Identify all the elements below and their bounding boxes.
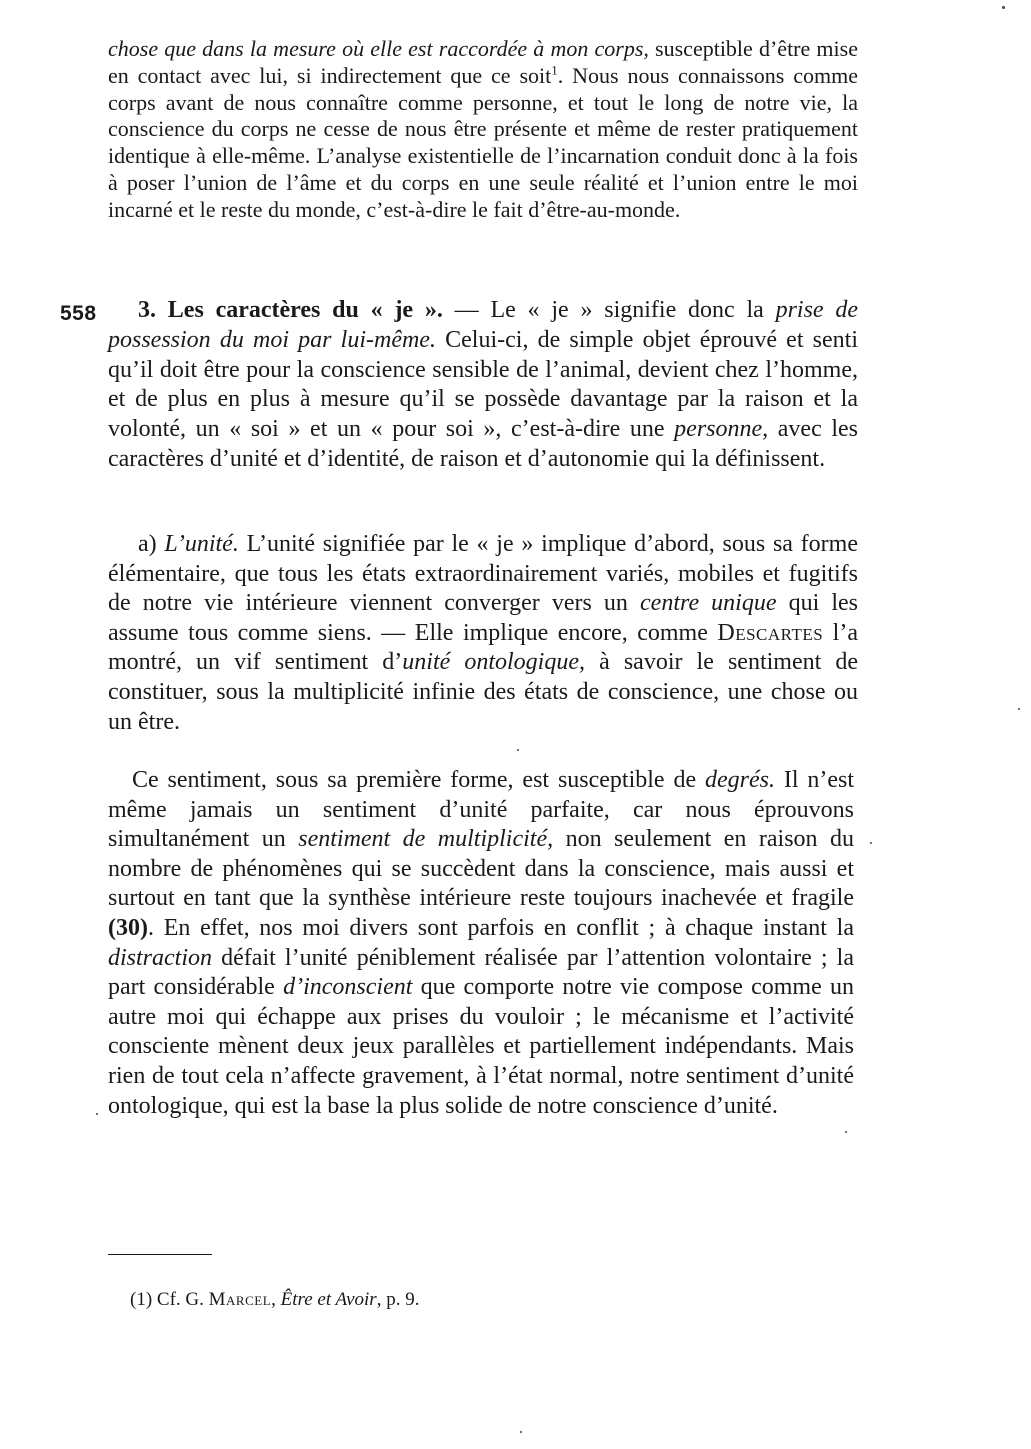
body-text: . En effet, nos moi divers sont parfois en conflit ; à chaque instant la bbox=[147, 914, 854, 941]
scan-speck bbox=[1002, 6, 1005, 9]
footnote-work-title: Être et Avoir bbox=[280, 1289, 377, 1310]
footnote-divider bbox=[108, 1254, 212, 1255]
section-number: 558 bbox=[60, 302, 97, 325]
footnote-text: Cf. G. bbox=[152, 1289, 209, 1310]
scan-speck bbox=[96, 1113, 98, 1115]
scan-speck bbox=[1018, 708, 1020, 710]
body-text: à savoir le sentiment de constituer, sous la multiplicité infinie des états de conscience, une chose ou un être. bbox=[108, 649, 859, 735]
scan-speck bbox=[520, 1431, 522, 1433]
paragraph-degrees bbox=[108, 766, 854, 1121]
paragraph-unity bbox=[108, 530, 858, 737]
footnote-author: Marcel bbox=[208, 1289, 272, 1310]
body-text: qui les assume tous comme siens. — Elle implique encore, comme bbox=[108, 590, 858, 646]
italic-phrase: unité ontologique, bbox=[402, 649, 586, 676]
italic-phrase: personne, bbox=[674, 416, 769, 443]
footnote bbox=[130, 1288, 419, 1312]
paragraph-characters-of-je bbox=[108, 296, 858, 475]
italic-phrase: sentiment de multiplicité, bbox=[298, 826, 554, 853]
body-text: l’a montré, un vif sentiment d’ bbox=[108, 619, 858, 676]
cross-reference: (30) bbox=[108, 914, 148, 941]
italic-phrase: chose que dans la mesure où elle est raccordée à mon corps, bbox=[108, 36, 649, 61]
footnote-text: , bbox=[271, 1289, 281, 1310]
body-text: avec les caractères d’unité et d’identité, de raison et d’autonomie qui la définissent. bbox=[108, 416, 858, 472]
scan-speck bbox=[870, 842, 872, 844]
author-name: Descartes bbox=[717, 619, 824, 646]
paragraph-embodiment bbox=[108, 36, 858, 224]
body-text: . Nous nous connaissons comme corps avant de nous connaître comme personne, et tout le long de notre vie, la conscience du corps ne cesse de nous être présente et même de rester pratiquement identique à elle-même. L’analyse existentielle de l’incarnation conduit donc à la fois à poser l’union de l’âme et du corps en une seule réalité et l’union entre le moi incarné et le reste du monde, c’est-à-dire le fait d’être-au-monde. bbox=[108, 62, 858, 222]
italic-phrase: centre unique bbox=[640, 590, 777, 617]
body-text: défait l’unité péniblement réalisée par l’attention volontaire ; la part considérable bbox=[108, 944, 854, 1001]
footnote-marker: (1) bbox=[130, 1289, 153, 1310]
italic-phrase: distraction bbox=[108, 944, 213, 971]
body-text: Ce sentiment, sous sa première forme, est susceptible de bbox=[132, 767, 705, 793]
subsection-title: L’unité. bbox=[164, 531, 239, 557]
body-text: susceptible d’être mise en contact avec lui, si indirectement que ce soit bbox=[108, 36, 858, 88]
footnote-text: , p. 9. bbox=[376, 1289, 420, 1310]
body-text: Il n’est même jamais un sentiment d’unité parfaite, car nous éprouvons simultanément un bbox=[108, 767, 855, 853]
body-text: — Le « je » signifie donc la bbox=[442, 297, 776, 323]
italic-phrase: prise de possession du moi par lui-même. bbox=[108, 297, 859, 353]
footnote-reference: 1 bbox=[551, 62, 558, 78]
scan-speck bbox=[517, 749, 519, 751]
body-text: L’unité signifiée par le « je » implique d’abord, sous sa forme élémentaire, que tous les états extraordinairement variés, mobiles et fugitifs de notre vie intérieure viennent converger vers un bbox=[108, 531, 858, 617]
italic-phrase: d’inconscient bbox=[283, 974, 413, 1001]
italic-phrase: degrés. bbox=[704, 767, 775, 793]
scan-speck bbox=[845, 1131, 847, 1133]
subsection-label: a) bbox=[138, 531, 165, 557]
body-text: Celui-ci, de simple objet éprouvé et senti qu’il doit être pour la conscience sensible de l’animal, devient chez l’homme, et de plus en plus à mesure qu’il se possède davantage par la raison et la volonté, un « soi » et un « pour soi », c’est-à-dire une bbox=[108, 326, 858, 443]
body-text: que comporte notre vie compose comme un autre moi qui échappe aux prises du vouloir ; le mécanisme et l’activité consciente mènent deux jeux parallèles et partiellement indépendants. Mais rien de tout cela n’affecte gravement, à l’état normal, notre sentiment d’unité ontologique, qui est la base la plus solide de notre conscience d’unité. bbox=[108, 974, 854, 1119]
section-heading: 3. Les caractères du « je ». bbox=[138, 297, 443, 323]
body-text: non seulement en raison du nombre de phénomènes qui se succèdent dans la conscience, mais aussi et surtout en tant que la synthèse intérieure reste toujours inachevée et fragile bbox=[108, 826, 855, 912]
